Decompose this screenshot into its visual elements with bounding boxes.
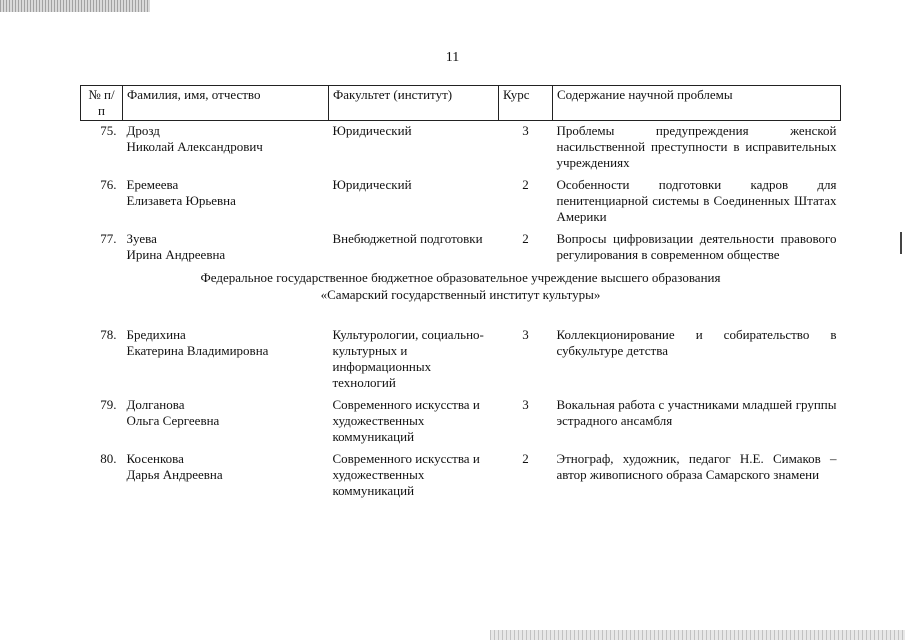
student-course: 3 <box>522 397 529 412</box>
row-number: 75. <box>100 123 117 138</box>
page-number: 11 <box>445 50 460 65</box>
institution-heading-row <box>81 267 841 309</box>
student-surname: Косенкова <box>126 451 184 466</box>
research-problem: Проблемы предупреждения женской насильственной преступности в исправительных учреждениях <box>556 123 837 170</box>
table-row <box>81 229 841 267</box>
student-faculty: Юридический <box>332 123 412 138</box>
student-given-names: Николай Александрович <box>126 139 263 154</box>
scan-artifact-top <box>0 0 150 12</box>
student-course: 3 <box>522 123 529 138</box>
student-course: 2 <box>522 451 529 466</box>
scan-artifact-bottom <box>490 630 905 640</box>
research-problem: Вокальная работа с участниками младшей группы эстрадного ансамбля <box>556 397 837 428</box>
student-faculty: Культурологии, социально-культурных и информационных технологий <box>332 327 484 390</box>
table-row <box>81 121 841 176</box>
header-problem: Содержание научной проблемы <box>553 86 841 121</box>
row-number: 76. <box>100 177 117 192</box>
student-course: 2 <box>522 231 529 246</box>
students-table <box>80 85 841 503</box>
student-given-names: Екатерина Владимировна <box>126 343 269 358</box>
student-course: 3 <box>522 327 529 342</box>
student-name <box>123 325 329 395</box>
student-given-names: Ирина Андреевна <box>126 247 226 262</box>
student-faculty: Современного искусства и художественных коммуникаций <box>332 451 480 498</box>
table-row <box>81 175 841 229</box>
header-num: № п/п <box>81 86 123 121</box>
student-surname: Дрозд <box>126 123 160 138</box>
student-given-names: Елизавета Юрьевна <box>126 193 236 208</box>
header-name: Фамилия, имя, отчество <box>123 86 329 121</box>
student-faculty: Внебюджетной подготовки <box>332 231 483 246</box>
student-surname: Долганова <box>126 397 185 412</box>
student-name <box>123 229 329 267</box>
student-faculty: Современного искусства и художественных коммуникаций <box>332 397 480 444</box>
institution-name-line1: Федеральное государственное бюджетное образовательное учреждение высшего образования <box>200 270 721 285</box>
student-course: 2 <box>522 177 529 192</box>
research-problem: Вопросы цифровизации деятельности правового регулирования в современном обществе <box>556 231 837 262</box>
institution-heading <box>81 267 841 309</box>
student-name <box>123 395 329 449</box>
spacer-cell <box>81 309 841 325</box>
row-number: 77. <box>100 231 117 246</box>
header-course: Курс <box>499 86 553 121</box>
table-header-row <box>81 86 841 121</box>
table-row <box>81 449 841 503</box>
row-number: 78. <box>100 327 117 342</box>
research-problem: Коллекционирование и собирательство в субкультуре детства <box>556 327 837 358</box>
row-number: 79. <box>100 397 117 412</box>
scan-artifact-right <box>900 232 902 254</box>
student-given-names: Ольга Сергеевна <box>126 413 220 428</box>
student-name <box>123 121 329 176</box>
student-surname: Зуева <box>126 231 157 246</box>
student-faculty: Юридический <box>332 177 412 192</box>
spacer-row <box>81 309 841 325</box>
student-surname: Еремеева <box>126 177 179 192</box>
institution-name-line2: «Самарский государственный институт культуры» <box>320 287 601 302</box>
student-name <box>123 175 329 229</box>
student-name <box>123 449 329 503</box>
student-surname: Бредихина <box>126 327 186 342</box>
table-row <box>81 325 841 395</box>
table-row <box>81 395 841 449</box>
research-problem: Особенности подготовки кадров для пенитенциарной системы в Соединенных Штатах Америки <box>556 177 837 224</box>
student-given-names: Дарья Андреевна <box>126 467 223 482</box>
research-problem: Этнограф, художник, педагог Н.Е. Симаков – автор живописного образа Самарского знамени <box>556 451 837 482</box>
header-faculty: Факультет (институт) <box>329 86 499 121</box>
row-number: 80. <box>100 451 117 466</box>
